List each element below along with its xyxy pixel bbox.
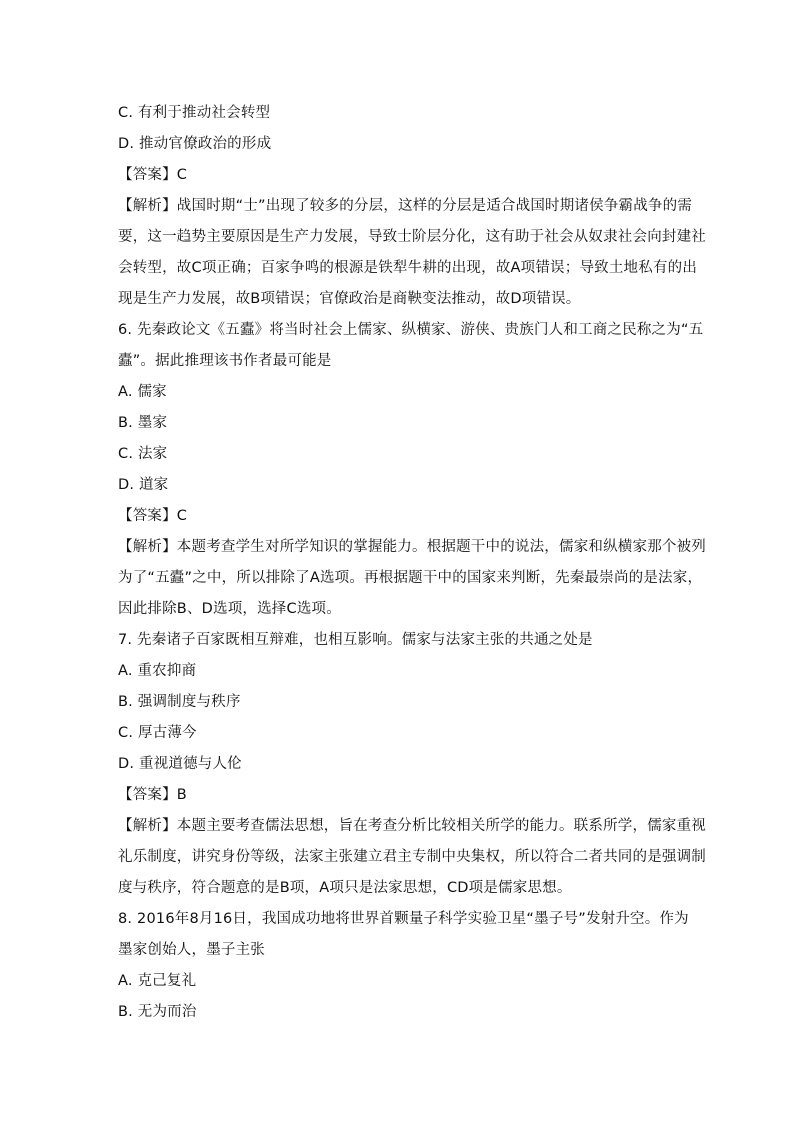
analysis-q6-line3: 因此排除B、D选项，选择C选项。 [118,601,341,617]
option-d-q5: D. 推动官僚政治的形成 [118,136,272,152]
option-b-q7: B. 强调制度与秩序 [118,694,241,710]
option-b-q6: B. 墨家 [118,415,168,431]
answer-q7: 【答案】B [118,787,187,803]
answer-q5: 【答案】C [118,167,188,183]
analysis-q6-line1: 【解析】本题考查学生对所学知识的掌握能力。根据题干中的说法，儒家和纵横家那个被列 [118,539,706,555]
analysis-q6-line2: 为了“五蠹”之中，所以排除了A选项。再根据题干中的国家来判断，先秦最崇尚的是法家， [118,570,703,586]
option-c-q7: C. 厚古薄今 [118,725,197,741]
answer-q6: 【答案】C [118,508,188,524]
analysis-q5-line2: 要，这一趋势主要原因是生产力发展，导致士阶层分化，这有助于社会从奴隶社会向封建社 [118,229,706,245]
option-b-q8: B. 无为而治 [118,1004,197,1020]
analysis-q5-line3: 会转型，故C项正确；百家争鸣的根源是铁犁牛耕的出现，故A项错误；导致土地私有的出 [118,260,698,276]
option-c-q6: C. 法家 [118,446,168,462]
question-8-line2: 墨家创始人，墨子主张 [118,942,265,958]
option-d-q7: D. 重视道德与人伦 [118,756,242,772]
option-a-q7: A. 重农抑商 [118,663,197,679]
option-c-q5: C. 有利于推动社会转型 [118,105,271,121]
analysis-q7-line3: 度与秩序，符合题意的是B项，A项只是法家思想，CD项是儒家思想。 [118,880,572,896]
analysis-q5-line1: 【解析】战国时期“士”出现了较多的分层，这样的分层是适合战国时期诸侯争霸战争的需 [118,198,693,214]
question-6-line1: 6. 先秦政论文《五蠹》将当时社会上儒家、纵横家、游侠、贵族门人和工商之民称之为“五 [118,322,704,338]
analysis-q7-line2: 礼乐制度，讲究身份等级，法家主张建立君主专制中央集权，所以符合二者共同的是强调制 [118,849,706,865]
option-a-q6: A. 儒家 [118,384,167,400]
question-7: 7. 先秦诸子百家既相互辩难，也相互影响。儒家与法家主张的共通之处是 [118,632,593,648]
question-8-line1: 8. 2016年8月16日，我国成功地将世界首颗量子科学实验卫星“墨子号”发射升空。作为 [118,911,689,927]
analysis-q7-line1: 【解析】本题主要考查儒法思想，旨在考查分析比较相关所学的能力。联系所学，儒家重视 [118,818,706,834]
option-a-q8: A. 克己复礼 [118,973,197,989]
option-d-q6: D. 道家 [118,477,169,493]
analysis-q5-line4: 现是生产力发展，故B项错误；官僚政治是商鞅变法推动，故D项错误。 [118,291,581,307]
question-6-line2: 蠹”。据此推理该书作者最可能是 [118,353,332,369]
